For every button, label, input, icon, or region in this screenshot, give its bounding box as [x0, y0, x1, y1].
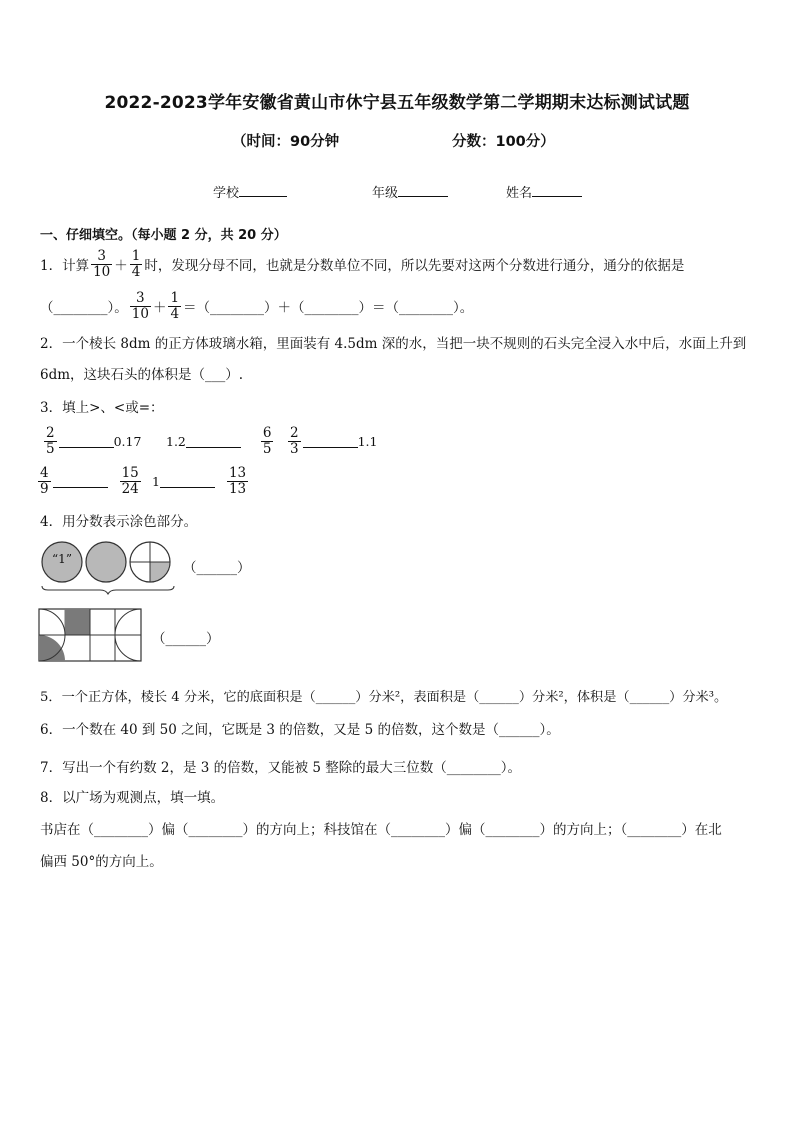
grade-label: 年级	[372, 186, 399, 201]
question-4-label: 4．用分数表示涂色部分。	[40, 514, 198, 530]
question-1-line-1	[40, 244, 684, 284]
grade-field	[372, 182, 448, 201]
question-2-line-2: 6dm，这块石头的体积是（___）.	[40, 367, 244, 383]
quarter-shaded-circle	[130, 542, 170, 582]
question-3-label: 3．填上>、<或=：	[40, 400, 164, 416]
q4-answer-1[interactable]: （______）	[183, 560, 251, 576]
q1-fraction-a: $\frac{3}{10}$	[93, 247, 111, 280]
question-7: 7．写出一个有约数 2，是 3 的倍数，又能被 5 整除的最大三位数（________）。	[40, 760, 522, 776]
exam-score: 分数：100分）	[452, 134, 555, 150]
q1-fraction-d: $\frac{1}{4}$	[170, 289, 180, 322]
compare-blank-3[interactable]	[303, 435, 358, 448]
rectangle-figure	[38, 608, 144, 664]
name-blank[interactable]	[532, 183, 582, 197]
q1-answer-basis[interactable]: （________）。	[40, 300, 128, 316]
compare-item-5: 1 $\frac{13}{13}$	[152, 464, 247, 497]
question-1-line-2: （________）。 $\frac{3}{10}$ ＋ $\frac{1}{4}$ ＝（________）＋（________）＝（________）。	[40, 289, 474, 322]
grouping-brace	[42, 586, 174, 594]
exam-time: （时间：90分钟	[232, 134, 340, 150]
grade-blank[interactable]	[398, 183, 448, 197]
question-8-line-1: 书店在（________）偏（________）的方向上；科技馆在（________）偏（________）的方向上；（________）在北	[40, 822, 722, 838]
compare-blank-5[interactable]	[160, 475, 215, 488]
compare-blank-4[interactable]	[53, 475, 108, 488]
school-field	[213, 182, 287, 201]
q1-prefix: 1．计算	[40, 258, 90, 274]
circle-unit-label: “1”	[52, 552, 72, 566]
question-5: 5．一个正方体，棱长 4 分米，它的底面积是（______）分米²，表面积是（______）分米²，体积是（______）分米³。	[40, 690, 728, 705]
section-heading: 一、仔细填空。（每小题 2 分，共 20 分）	[40, 228, 287, 243]
q4-answer-2[interactable]: （______）	[152, 631, 220, 647]
compare-item-1: $\frac{2}{5}$ 0.17	[46, 424, 142, 457]
full-circle-2	[86, 542, 126, 582]
question-8-line-2: 偏西 50°的方向上。	[40, 854, 163, 870]
compare-item-3: $\frac{2}{3}$ 1.1	[290, 424, 378, 457]
name-field	[506, 182, 582, 201]
compare-blank-1[interactable]	[59, 435, 114, 448]
compare-item-4: $\frac{4}{9}$ $\frac{15}{24}$	[40, 464, 139, 497]
q1-fraction-c: $\frac{3}{10}$	[131, 289, 149, 322]
school-blank[interactable]	[239, 183, 287, 197]
compare-blank-2[interactable]	[186, 435, 241, 448]
question-6: 6．一个数在 40 到 50 之间，它既是 3 的倍数，又是 5 的倍数，这个数是（______）。	[40, 722, 560, 738]
compare-item-2: 1.2 $\frac{6}{5}$	[166, 424, 272, 457]
q1-rest: 时，发现分母不同，也就是分数单位不同，所以先要对这两个分数进行通分，通分的依据是	[144, 258, 685, 274]
question-8-label: 8．以广场为观测点，填一填。	[40, 790, 225, 806]
q1-fraction-b: $\frac{1}{4}$	[131, 247, 141, 280]
circles-figure	[38, 538, 178, 596]
name-label: 姓名	[506, 186, 533, 201]
q1-answer-steps[interactable]: ＝（________）＋（________）＝（________）。	[183, 300, 474, 316]
school-label: 学校	[213, 186, 240, 201]
q1-plus: ＋	[114, 258, 128, 274]
page-title: 2022-2023学年安徽省黄山市休宁县五年级数学第二学期期末达标测试试题	[104, 93, 690, 113]
question-2-line-1: 2．一个棱长 8dm 的正方体玻璃水箱，里面装有 4.5dm 深的水，当把一块不规则的石头完全浸入水中后，水面上升到	[40, 336, 747, 352]
